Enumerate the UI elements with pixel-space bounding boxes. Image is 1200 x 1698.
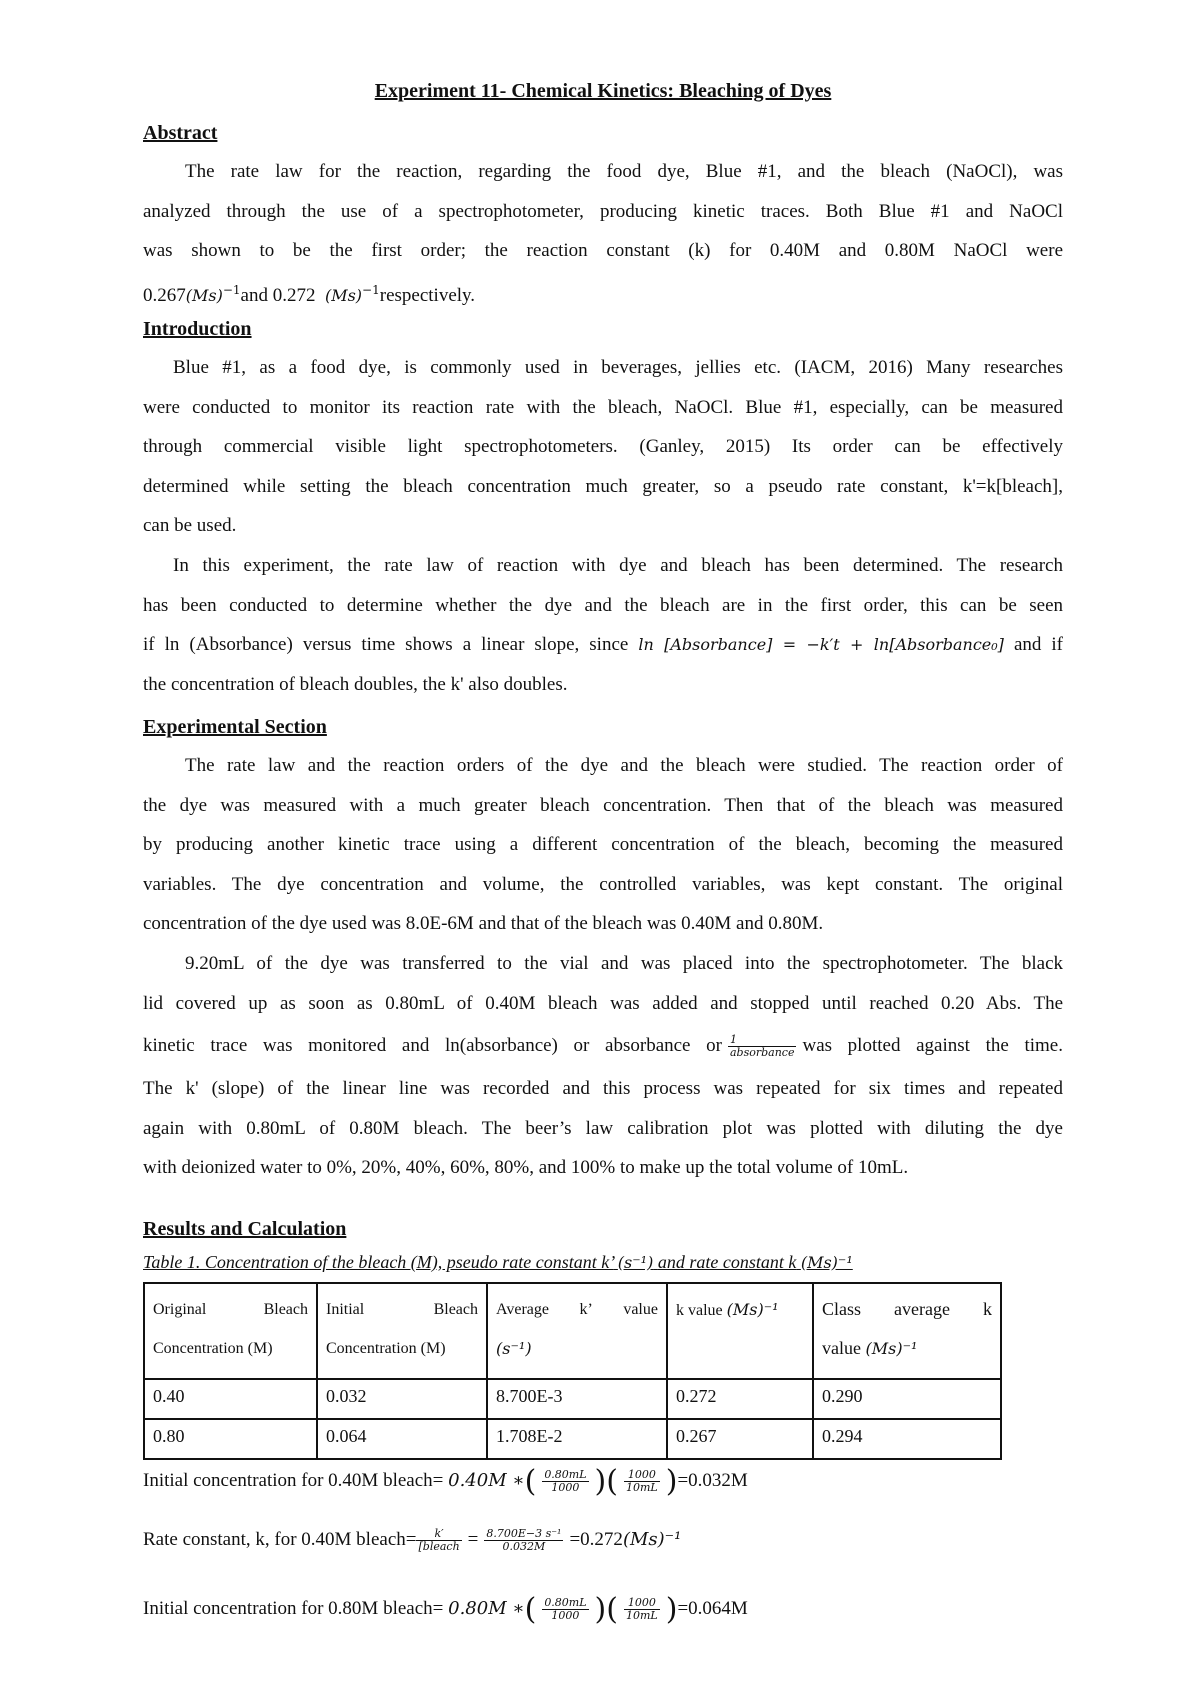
table-row: 0.80 0.064 1.708E-2 0.267 0.294: [144, 1419, 1001, 1459]
header-initial-bleach: Initial Bleach Concentration (M): [317, 1283, 487, 1379]
results-table: [143, 1282, 1002, 1460]
experimental-heading: Experimental Section: [143, 716, 327, 738]
abstract-line-2: analyzed through the use of a spectrophotometer, producing kinetic traces. Both Blue #1 and NaOCl: [143, 200, 1063, 222]
header-class-average: Class average k value (Ms)⁻¹: [813, 1283, 1001, 1379]
calculation-initial-080: Initial concentration for 0.80M bleach= 0.80M ∗( $\frac{0.80mL}{1000}$ )( $\frac{1000}{10mL}$ )=0.064M: [143, 1592, 748, 1627]
document-title: Experiment 11- Chemical Kinetics: Bleaching of Dyes: [374, 80, 832, 102]
abstract-line-3: was shown to be the first order; the reaction constant (k) for 0.40M and 0.80M NaOCl were: [143, 240, 1063, 262]
first-order-equation: ln [Absorbance] = −k′t + ln[Absorbance₀]: [638, 635, 1004, 655]
experimental-paragraph-1: The rate law and the reaction orders of the dye and the bleach were studied. The reaction order of the dye was measured with a much greater bleach concentration. Then that of the bleach was measured by producing another kinetic trace using a different concentration of the bleach, becoming the measured variables. The dye concentration and volume, the controlled variables, was kept constant. The original concentration of the dye used was 8.0E-6M and that of the bleach was 0.40M and 0.80M.: [143, 755, 1063, 935]
abstract-line-1: The rate law for the reaction, regarding the food dye, Blue #1, and the bleach (NaOCl), was: [185, 161, 1063, 182]
header-original-bleach: Original Bleach Concentration (M): [144, 1283, 317, 1379]
header-average-k-prime: Average k’ value (s⁻¹): [487, 1283, 667, 1379]
introduction-heading: Introduction: [143, 318, 252, 340]
header-k-value: k value (Ms)⁻¹: [667, 1283, 813, 1379]
introduction-paragraph-1: Blue #1, as a food dye, is commonly used in beverages, jellies etc. (IACM, 2016) Many researches were conducted to monitor its reaction rate with the bleach, NaOCl. Blue #1, especially, can be measured through commercial visible light spectrophotometers. (Ganley, 2015) Its order can be effectively determined while setting the bleach concentration much greater, so a pseudo rate constant, k'=k[bleach], can be used.: [143, 357, 1063, 537]
table-caption: Table 1. Concentration of the bleach (M), pseudo rate constant k’ (s⁻¹) and rate constant k (Ms)⁻¹: [143, 1252, 853, 1272]
abstract-heading: Abstract: [143, 122, 218, 144]
introduction-paragraph-2: In this experiment, the rate law of reaction with dye and bleach has been determined. The research has been conducted to determine whether the dye and the bleach are in the first order, this can be seen if ln (Absorbance) versus time shows a linear slope, since ln [Absorbance] = −k′t + ln[Absorbance₀] and if the concentration of bleach doubles, the k' also doubles.: [143, 555, 1063, 695]
calculation-rate-constant: Rate constant, k, for 0.40M bleach= $\frac{k'}{\text{[bleach}}$ = $\frac{\text{8.700E−3 s⁻¹}}{0.032M}$ =0.272(Ms)⁻¹: [143, 1527, 682, 1553]
abstract-line-4: $0.267(Ms)^{-1}and$ 0.272 $(Ms)^{-1}respectively$.: [143, 282, 476, 306]
inverse-absorbance-fraction: $\frac{1}{\text{absorbance}}$: [729, 1033, 795, 1060]
fraction-line: kinetic trace was monitored and ln(absorbance) or absorbance or $\frac{1}{\text{absorbance}}$ was plotted against the time.: [143, 1033, 1063, 1060]
results-heading: Results and Calculation: [143, 1218, 347, 1240]
calculation-initial-040: Initial concentration for 0.40M bleach= 0.40M ∗( $\frac{0.80mL}{1000}$ )( $\frac{1000}{10mL}$ )=0.032M: [143, 1464, 748, 1499]
table-row: 0.40 0.032 8.700E-3 0.272 0.290: [144, 1379, 1001, 1419]
table-header-row: [144, 1283, 1001, 1379]
intro-equation-line: if ln (Absorbance) versus time shows a linear slope, since ln [Absorbance] = −k′t + ln[Absorbance₀] and if: [143, 634, 1063, 656]
experimental-paragraph-2: 9.20mL of the dye was transferred to the vial and was placed into the spectrophotometer. The black lid covered up as soon as 0.80mL of 0.40M bleach was added and stopped until reached 0.20 Abs. The kinetic trace was monitored and ln(absorbance) or absorbance or $\frac{1}{\text{absorbance}}$ was plotted against the time. The k' (slope) of the linear line was recorded and this process was repeated for six times and repeated again with 0.80mL of 0.80M bleach. The beer’s law calibration plot was plotted with diluting the dye with deionized water to 0%, 20%, 40%, 60%, 80%, and 100% to make up the total volume of 10mL.: [143, 953, 1063, 1179]
abstract-paragraph: [143, 152, 1063, 315]
